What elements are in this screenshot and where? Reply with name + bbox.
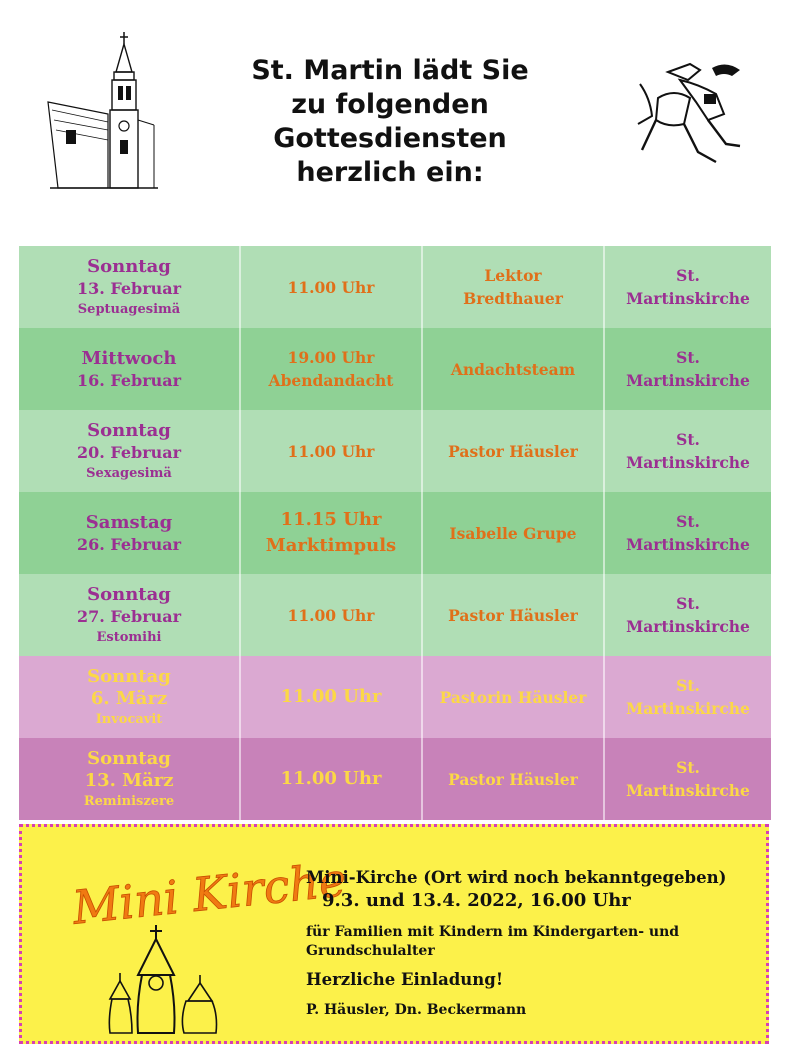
leader-cell: Pastor Häusler bbox=[423, 410, 605, 492]
page-title: St. Martin lädt Sie zu folgenden Gottesdiensten herzlich ein: bbox=[251, 55, 529, 188]
table-row bbox=[19, 738, 771, 820]
st-martin-drawing bbox=[628, 54, 748, 169]
table-row bbox=[19, 492, 771, 574]
place-cell: St. Martinskirche bbox=[626, 348, 750, 390]
time-cell: 11.00 Uhr bbox=[241, 410, 423, 492]
leader-cell: Pastorin Häusler bbox=[423, 656, 605, 738]
time-cell: 11.15 Uhr Marktimpuls bbox=[241, 492, 423, 574]
mini-kirche-box bbox=[19, 824, 769, 1044]
header bbox=[0, 0, 794, 240]
day-cell: Sonntag 20. Februar Sexagesimä bbox=[19, 410, 241, 492]
mini-signature: P. Häusler, Dn. Beckermann bbox=[306, 1002, 527, 1018]
leader-cell: Pastor Häusler bbox=[423, 574, 605, 656]
place-cell: St. Martinskirche bbox=[626, 266, 750, 308]
time-cell: 19.00 Uhr Abendandacht bbox=[241, 328, 423, 410]
day-cell: Sonntag 6. März Invocavit bbox=[19, 656, 241, 738]
day-cell: Sonntag 27. Februar Estomihi bbox=[19, 574, 241, 656]
place-cell: St. Martinskirche bbox=[626, 512, 750, 554]
leader-cell: Lektor Bredthauer bbox=[423, 246, 605, 328]
mini-headline: Mini-Kirche (Ort wird noch bekanntgegeben) bbox=[306, 868, 727, 887]
time-cell: 11.00 Uhr bbox=[241, 656, 423, 738]
mini-invitation: Herzliche Einladung! bbox=[306, 970, 504, 989]
time-cell: 11.00 Uhr bbox=[241, 738, 423, 820]
service-schedule bbox=[19, 246, 771, 820]
mini-kirche-info bbox=[306, 867, 756, 1020]
time-cell: 11.00 Uhr bbox=[241, 574, 423, 656]
time-cell: 11.00 Uhr bbox=[241, 246, 423, 328]
table-row bbox=[19, 328, 771, 410]
mini-audience: für Familien mit Kindern im Kindergarten- und Grundschulalter bbox=[306, 924, 680, 959]
leader-cell: Isabelle Grupe bbox=[423, 492, 605, 574]
place-cell: St. Martinskirche bbox=[626, 594, 750, 636]
place-cell: St. Martinskirche bbox=[626, 430, 750, 472]
logo-wordmark: Mini Kirche bbox=[69, 852, 349, 935]
leader-cell: Andachtsteam bbox=[423, 328, 605, 410]
day-cell: Sonntag 13. März Reminiszere bbox=[19, 738, 241, 820]
place-cell: St. Martinskirche bbox=[626, 758, 750, 800]
day-cell: Sonntag 13. Februar Septuagesimä bbox=[19, 246, 241, 328]
mini-kirche-logo bbox=[66, 852, 349, 1045]
table-row bbox=[19, 574, 771, 656]
place-cell: St. Martinskirche bbox=[626, 676, 750, 718]
church-tower-drawing bbox=[42, 30, 162, 190]
table-row bbox=[19, 246, 771, 328]
day-cell: Samstag 26. Februar bbox=[19, 492, 241, 574]
day-cell: Mittwoch 16. Februar bbox=[19, 328, 241, 410]
table-row bbox=[19, 410, 771, 492]
mini-dates: 9.3. und 13.4. 2022, 16.00 Uhr bbox=[322, 890, 631, 911]
leader-cell: Pastor Häusler bbox=[423, 738, 605, 820]
table-row bbox=[19, 656, 771, 738]
